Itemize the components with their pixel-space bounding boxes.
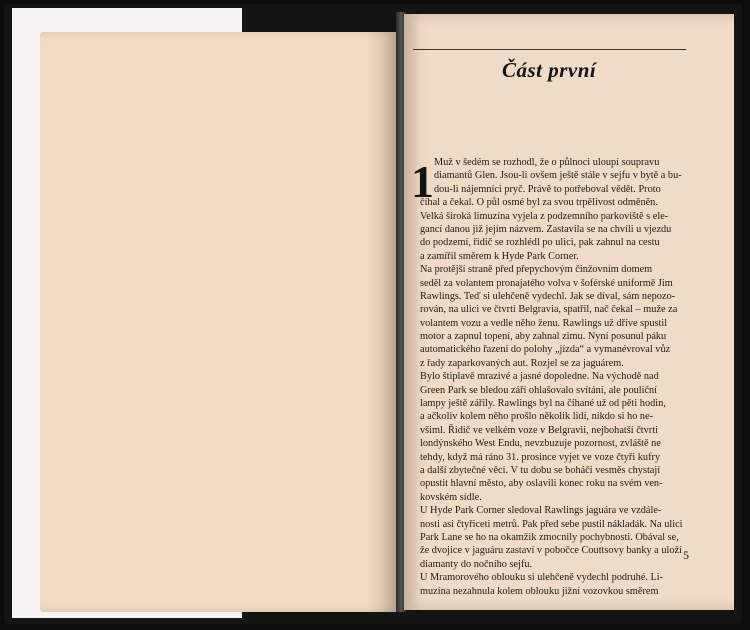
text-line: do podzemí, řidič se rozhlédl po ulici, pak zahnul na cestu (420, 237, 660, 249)
text-line: rován, na ulici ve čtvrti Belgravia, spatřil, nač čekal – muže za (420, 304, 678, 316)
text-line: U Mramorového oblouku si ulehčeně vydechl podruhé. Li- (420, 572, 664, 584)
text-line: Muž v šedém se rozhodl, že o půlnoci uloupí soupravu (434, 157, 660, 168)
text-line: Velká široká limuzína vyjela z podzemního parkoviště s ele- (420, 210, 669, 222)
body-text (420, 156, 702, 598)
text-line: dou-li nájemníci pryč. Právě to potřeboval vědět. Proto (434, 183, 661, 195)
text-line: motor a zapnul topení, aby zahnal zimu. Nyní posunul páku (420, 331, 667, 343)
text-line: seděl za volantem pronajatého volva v šoférské uniformě Jim (420, 277, 673, 289)
text-line: diamanty do nočního sejfu. (420, 558, 533, 570)
text-line: londýnského West Endu, nevzbuzuje pozornost, zvláště ne (420, 438, 661, 450)
text-line: Bylo štiplavě mrazivé a jasné dopoledne. Na východě nad (420, 371, 659, 383)
text-line: opustit hlavní město, aby oslavili konec roku na svém ven- (420, 478, 663, 490)
text-line: diamantů Glen. Jsou-li ovšem ještě stále v sejfu v bytě a bu- (434, 170, 682, 182)
text-line: Na protější straně před přepychovým činžovním domem (420, 264, 653, 276)
text-line: Park Lane se ho na okamžik zmocnily pochybnosti. Obával se, (420, 531, 679, 543)
text-line: gancí danou již jejím názvem. Zastavila se na chvíli u vjezdu (420, 223, 672, 235)
text-line: číhal a čekal. O půl osmé byl za svou trpělivost odměněn. (420, 197, 658, 209)
text-line: z řady zaparkovaných aut. Rozjel se za jaguárem. (420, 357, 624, 369)
text-line: volantem vozu a vedle něho ženu. Rawlings už dříve spustil (420, 317, 668, 329)
chapter-number: 1 (411, 156, 434, 207)
text-line: Green Park se bledou září ohlašovalo svítání, ale pouliční (420, 384, 658, 396)
part-heading: Část první (502, 58, 597, 82)
left-page-blank (40, 32, 398, 612)
text-line: kovském sídle. (420, 491, 482, 503)
text-line: nosti asi čtyřiceti metrů. Pak před sebe pustil nákladák. Na ulici (420, 518, 683, 530)
text-line: a ačkoliv kolem něho prošlo několik lidí, nikdo si ho ne- (420, 411, 654, 423)
text-line: tehdy, když má ráno 31. prosince vyjet ve voze čtyři kufry (420, 451, 661, 463)
text-line: lampy ještě zářily. Rawlings byl na číhané už od pěti hodin, (420, 398, 666, 410)
page-number: 5 (683, 548, 689, 562)
text-line: U Hyde Park Corner sledoval Rawlings jaguára ve vzdále- (420, 505, 662, 517)
text-line: Rawlings. Teď si ulehčeně vydechl. Jak se díval, sám nepozo- (420, 290, 676, 302)
text-line: že dvojice v jaguáru zastaví v pobočce Couttsovy banky a uloží (420, 545, 682, 557)
heading-rule (413, 49, 686, 50)
text-line: automatického řazení do polohy „jízda“ a vymanévroval vůz (420, 344, 671, 356)
text-line: a další zbytečné věci. V tu dobu se boháči vesměs chystají (420, 464, 661, 476)
text-line: a zamířil směrem k Hyde Park Corner. (420, 250, 579, 262)
text-line: všiml. Řidič ve velkém voze v Belgravii, nejbohatší čtvrti (420, 424, 658, 436)
text-line: muzína nezahnula kolem oblouku jižní vozovkou směrem (420, 585, 659, 597)
